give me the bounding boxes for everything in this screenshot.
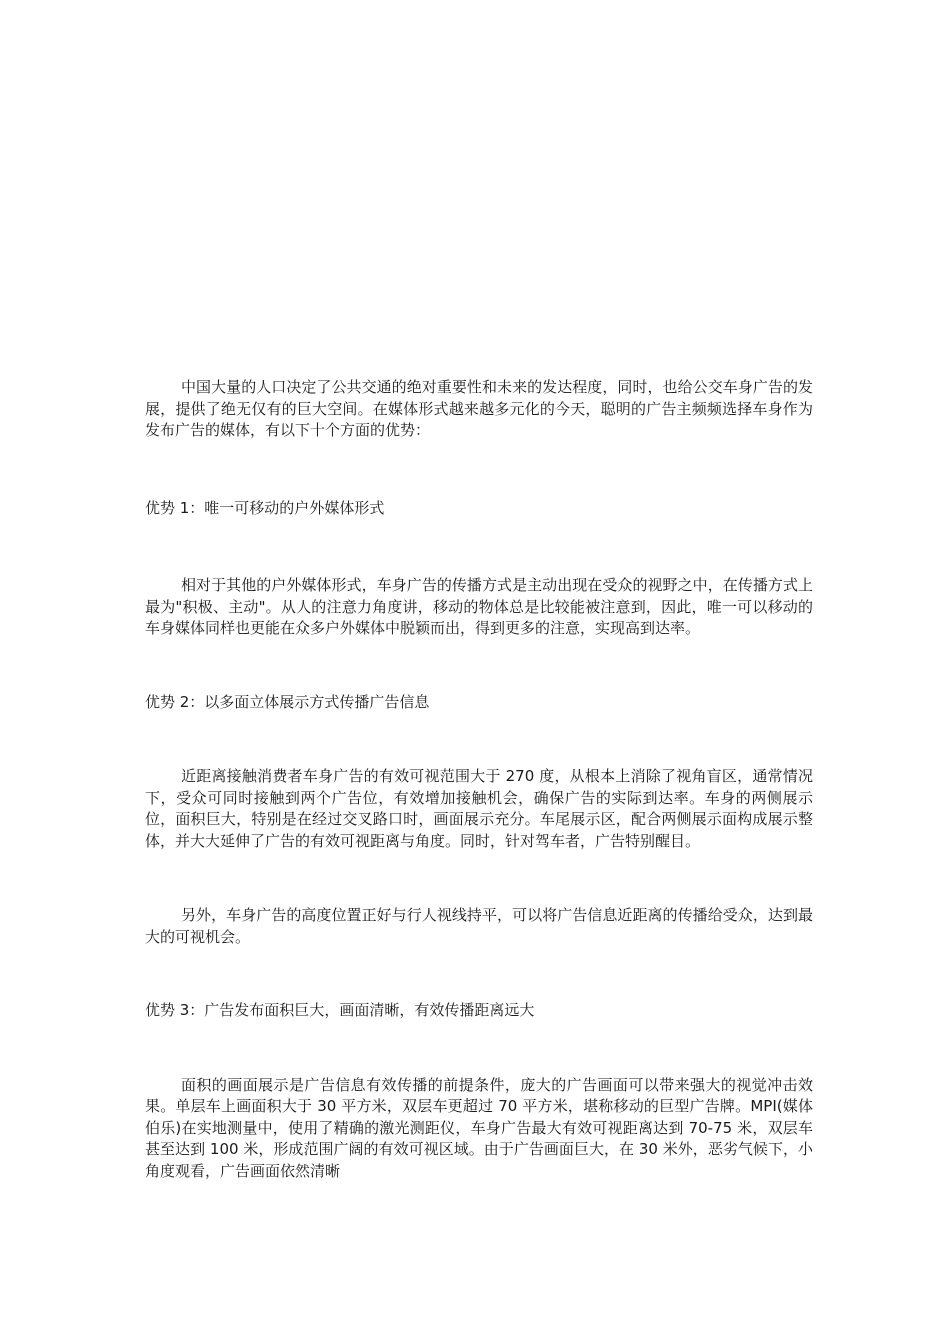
document-body [145, 377, 813, 1182]
intro-paragraph: 中国大量的人口决定了公共交通的绝对重要性和未来的发达程度，同时，也给公交车身广告的发展，提供了绝无仅有的巨大空间。在媒体形式越来越多元化的今天，聪明的广告主频频选择车身作为发布广告的媒体，有以下十个方面的优势： [145, 378, 813, 439]
section-2-heading: 优势 2：以多面立体展示方式传播广告信息 [145, 692, 430, 711]
section-2-paragraph-1: 近距离接触消费者车身广告的有效可视范围大于 270 度，从根本上消除了视角盲区，通常情况下，受众可同时接触到两个广告位，有效增加接触机会，确保广告的实际到达率。车身的两侧展示位，面积巨大，特别是在经过交叉路口时，画面展示充分。车尾展示区，配合两侧展示面构成展示整体，并大大延伸了广告的有效可视距离与角度。同时，针对驾车者，广告特别醒目。 [145, 767, 813, 850]
section-1-heading: 优势 1：唯一可移动的户外媒体形式 [145, 498, 385, 517]
section-3-paragraph-1: 面积的画面展示是广告信息有效传播的前提条件，庞大的广告画面可以带来强大的视觉冲击效果。单层车上画面积大于 30 平方米，双层车更超过 70 平方米，堪称移动的巨型广告牌。MPI(媒体伯乐)在实地测量中，使用了精确的激光测距仪，车身广告最大有效可视距离达到 70-75 米，双层车甚至达到 100 米，形成范围广阔的有效可视区域。由于广告画面巨大，在 30 米外，恶劣气候下，小角度观看，广告画面依然清晰 [145, 1075, 813, 1180]
section-2-paragraph-2: 另外，车身广告的高度位置正好与行人视线持平，可以将广告信息近距离的传播给受众，达到最大的可视机会。 [145, 906, 813, 946]
section-3-heading: 优势 3：广告发布面积巨大，画面清晰，有效传播距离远大 [145, 1001, 535, 1019]
section-1-paragraph-1: 相对于其他的户外媒体形式，车身广告的传播方式是主动出现在受众的视野之中，在传播方式上最为"积极、主动"。从人的注意力角度讲，移动的物体总是比较能被注意到，因此，唯一可以移动的车身媒体同样也更能在众多户外媒体中脱颖而出，得到更多的注意，实现高到达率。 [145, 576, 813, 637]
